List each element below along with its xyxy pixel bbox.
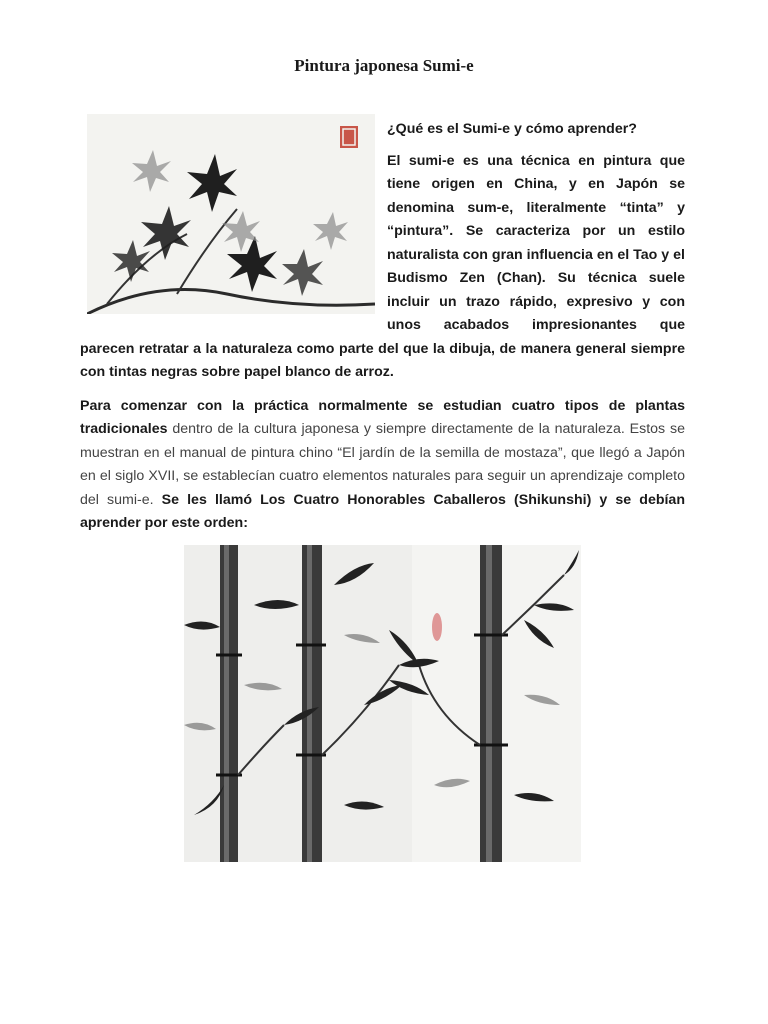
practice-bold-intro: ara comenzar con la práctica normalmente se estudian cuatro tipos de plantas tradicionales (80, 397, 685, 437)
practice-body-text: dentro de la cultura japonesa y siempre directamente de la naturaleza. Estos se muestran en el manual de pintura chino “El jardín de la semilla de mostaza”, que llegó a Japón en el siglo XVII, se establecían cuatro elementos naturales para seguir un aprendizaje completo del sumi-e. (80, 421, 685, 508)
practice-lead-letter: P (80, 397, 90, 414)
practice-paragraph (80, 395, 685, 536)
document-body (80, 114, 685, 536)
section-heading: ¿Qué es el Sumi-e y cómo aprender? (387, 121, 637, 137)
document-title: Pintura japonesa Sumi-e (294, 56, 474, 75)
practice-bold-conclusion: Se les llamó Los Cuatro Honorables Caballeros (Shikunshi) y se debían aprender por este orden: (80, 491, 685, 531)
bamboo-ink-painting (184, 545, 581, 862)
intro-paragraph: El sumi-e es una técnica en pintura que tiene origen en China, y en Japón se denomina sum-e, literalmente “tinta” y “pintura”. Se caracteriza por un estilo naturalista con gran influencia en el Tao y el Budismo Zen (Chan). Su técnica suele incluir un trazo rápido, expresivo y con unos acabados impresionantes que parecen retratar a la naturaleza como parte del que la dibuja, de manera general siempre con tintas negras sobre papel blanco de arroz. (80, 152, 685, 380)
maple-ink-painting (87, 114, 375, 314)
